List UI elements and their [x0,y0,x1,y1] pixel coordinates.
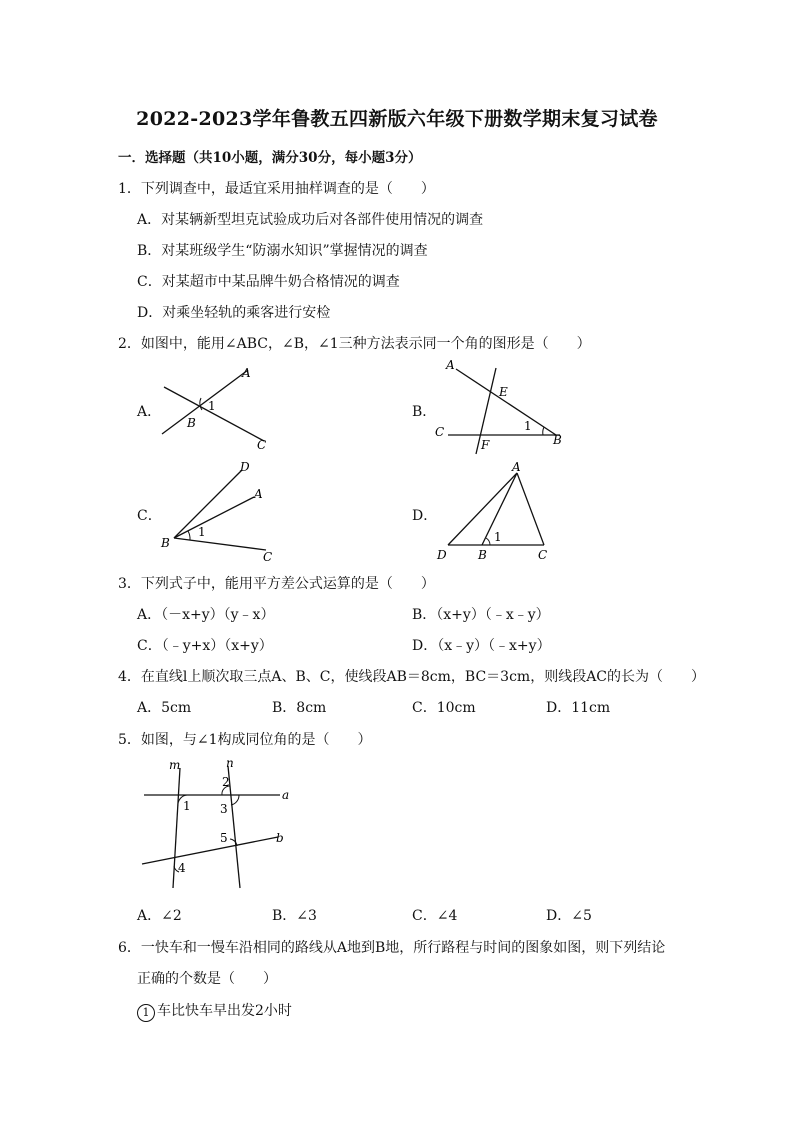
q3-option-c: C．（﹣y+x）（x+y） [137,638,273,654]
q5-angle-2: 2 [222,775,230,789]
fig-b-angle-1: 1 [524,419,532,433]
q5-option-a: A．∠2 [137,908,182,924]
question-6-stem-line2: 正确的个数是（ ） [137,971,277,987]
question-5-stem: 5．如图，与∠1构成同位角的是（ ） [118,732,372,748]
q5-angle-3: 3 [220,802,228,816]
q4-option-a: A．5cm [137,700,192,716]
fig-d-point-a: A [512,460,521,474]
q2-label-c: C． [137,508,162,524]
fig-d-point-b: B [478,548,487,562]
q3-option-b: B．（x+y）（﹣x﹣y） [412,607,550,623]
fig-c-point-a: A [254,487,263,501]
q6-statement-1-text: 车比快车早出发2小时 [157,1003,292,1019]
q2-figure-a [160,364,280,452]
q1-option-d: D．对乘坐轻轨的乘客进行安检 [137,305,331,321]
q5-option-d: D．∠5 [546,908,592,924]
q5-angle-5: 5 [220,831,228,845]
circled-number-icon: 1 [137,1004,155,1022]
q5-line-n: n [226,756,234,770]
q5-angle-4: 4 [178,861,186,875]
fig-a-point-b: B [187,416,196,430]
q4-option-c: C．10cm [412,700,476,716]
q4-option-b: B．8cm [272,700,327,716]
q5-line-m: m [169,758,181,772]
fig-b-point-c: C [435,425,445,439]
q1-option-a: A．对某辆新型坦克试验成功后对各部件使用情况的调查 [137,212,484,228]
question-1-stem: 1．下列调查中，最适宜采用抽样调查的是（ ） [118,181,435,197]
q6-statement-1 [137,1000,292,1022]
fig-b-point-a: A [446,358,455,372]
fig-d-point-c: C [538,548,548,562]
fig-a-angle-1: 1 [208,399,216,413]
q3-option-a: A．（－x+y）（y﹣x） [137,607,275,623]
q5-line-a: a [282,788,290,802]
fig-c-point-d: D [240,460,250,474]
question-2-stem: 2．如图中，能用∠ABC，∠B，∠1三种方法表示同一个角的图形是（ ） [118,336,591,352]
q2-figure-d [432,458,562,564]
question-6-stem-line1: 6．一快车和一慢车沿相同的路线从A地到B地，所行路程与时间的图象如图，则下列结论 [118,940,666,956]
q1-option-b: B．对某班级学生“防溺水知识”掌握情况的调查 [137,243,428,259]
q5-option-b: B．∠3 [272,908,317,924]
fig-b-point-e: E [499,385,508,399]
fig-b-point-f: F [481,438,490,452]
question-3-stem: 3．下列式子中，能用平方差公式运算的是（ ） [118,576,435,592]
q2-figure-b [432,356,572,462]
q2-label-a: A． [137,404,162,420]
q2-figure-c [160,458,280,564]
exam-title: 2022-2023学年鲁教五四新版六年级下册数学期末复习试卷 [136,108,658,130]
q5-figure [136,754,296,894]
fig-d-point-d: D [437,548,447,562]
question-4-stem: 4．在直线l上顺次取三点A、B、C，使线段AB＝8cm，BC＝3cm，则线段AC的长为（ ） [118,669,706,685]
q1-option-c: C．对某超市中某品牌牛奶合格情况的调查 [137,274,400,290]
fig-a-point-c: C [257,438,267,452]
fig-c-angle-1: 1 [198,525,206,539]
fig-a-point-a: A [242,366,251,380]
q5-line-b: b [276,831,284,845]
q5-angle-1: 1 [183,799,191,813]
section-heading: 一．选择题（共10小题，满分30分，每小题3分） [118,150,422,166]
fig-c-point-c: C [263,550,273,564]
q4-option-d: D．11cm [546,700,611,716]
fig-d-angle-1: 1 [494,530,502,544]
q5-option-c: C．∠4 [412,908,458,924]
fig-c-point-b: B [161,536,170,550]
q2-label-d: D． [412,508,438,524]
q2-label-b: B． [412,404,437,420]
q3-option-d: D．（x﹣y）（﹣x+y） [412,638,551,654]
fig-b-point-b: B [553,433,562,447]
